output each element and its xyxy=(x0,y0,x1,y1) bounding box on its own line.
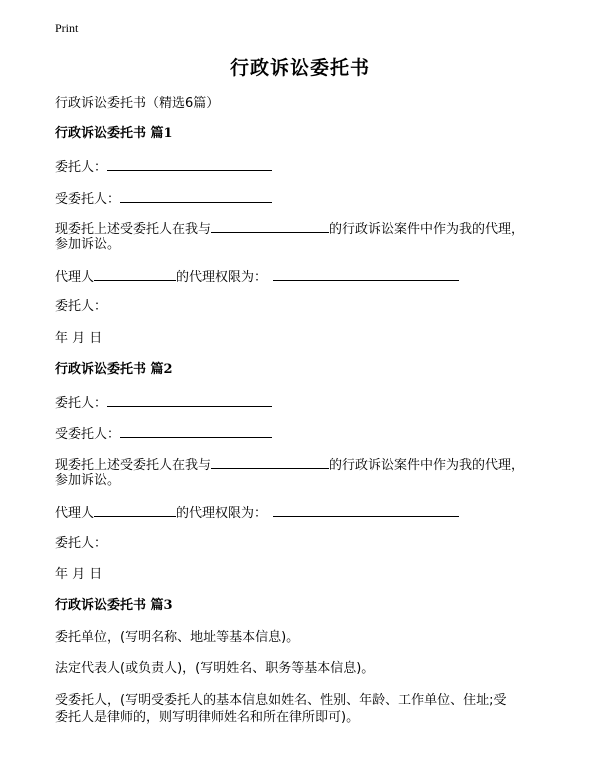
statement-part2: 的行政诉讼案件中作为我的代理， xyxy=(329,458,525,473)
authority-blank xyxy=(273,504,459,517)
authority-part2: 的代理权限为： xyxy=(176,506,268,521)
section-1-principal xyxy=(55,158,272,176)
principal-blank xyxy=(107,394,272,407)
opponent-blank xyxy=(211,456,329,469)
agent-name-blank xyxy=(94,268,176,281)
section-2-authority xyxy=(55,504,459,522)
section-2-principal xyxy=(55,394,272,412)
document-title: 行政诉讼委托书 xyxy=(229,57,370,79)
authority-part2: 的代理权限为： xyxy=(176,270,268,285)
section-3-heading: 行政诉讼委托书 篇3 xyxy=(55,598,173,613)
authority-part1: 代理人 xyxy=(55,506,95,521)
opponent-blank xyxy=(211,220,329,233)
section-3-line1: 委托单位，(写明名称、地址等基本信息)。 xyxy=(55,630,300,645)
document-subtitle: 行政诉讼委托书（精选6篇） xyxy=(55,96,220,111)
print-link[interactable]: Print xyxy=(55,21,79,35)
agent-label: 受委托人： xyxy=(55,192,121,207)
section-1-heading: 行政诉讼委托书 篇1 xyxy=(55,126,173,141)
agent-name-blank xyxy=(94,504,176,517)
statement-part1: 现委托上述受委托人在我与 xyxy=(55,458,212,473)
section-1-statement-cont: 参加诉讼。 xyxy=(55,237,121,252)
section-2-signature: 委托人： xyxy=(55,536,108,551)
section-2-heading: 行政诉讼委托书 篇2 xyxy=(55,362,173,377)
section-3-line2: 法定代表人(或负责人)，(写明姓名、职务等基本信息)。 xyxy=(55,661,375,676)
section-2-date: 年 月 日 xyxy=(55,567,103,582)
section-2-agent xyxy=(55,425,272,443)
section-3-line3b: 委托人是律师的，则写明律师姓名和所在律所即可)。 xyxy=(55,710,360,725)
authority-part1: 代理人 xyxy=(55,270,95,285)
authority-blank xyxy=(273,268,459,281)
section-1-agent xyxy=(55,190,272,208)
section-1-date: 年 月 日 xyxy=(55,331,103,346)
principal-blank xyxy=(107,158,272,171)
statement-part1: 现委托上述受委托人在我与 xyxy=(55,222,212,237)
section-1-statement xyxy=(55,220,524,238)
section-1-authority xyxy=(55,268,459,286)
section-1-signature: 委托人： xyxy=(55,299,108,314)
section-3-line3a: 受委托人，(写明受委托人的基本信息如姓名、性别、年龄、工作单位、住址;受 xyxy=(55,693,507,708)
principal-label: 委托人： xyxy=(55,396,108,411)
agent-label: 受委托人： xyxy=(55,427,121,442)
agent-blank xyxy=(120,190,272,203)
section-2-statement xyxy=(55,456,524,474)
principal-label: 委托人： xyxy=(55,160,108,175)
section-2-statement-cont: 参加诉讼。 xyxy=(55,473,121,488)
agent-blank xyxy=(120,425,272,438)
statement-part2: 的行政诉讼案件中作为我的代理， xyxy=(329,222,525,237)
